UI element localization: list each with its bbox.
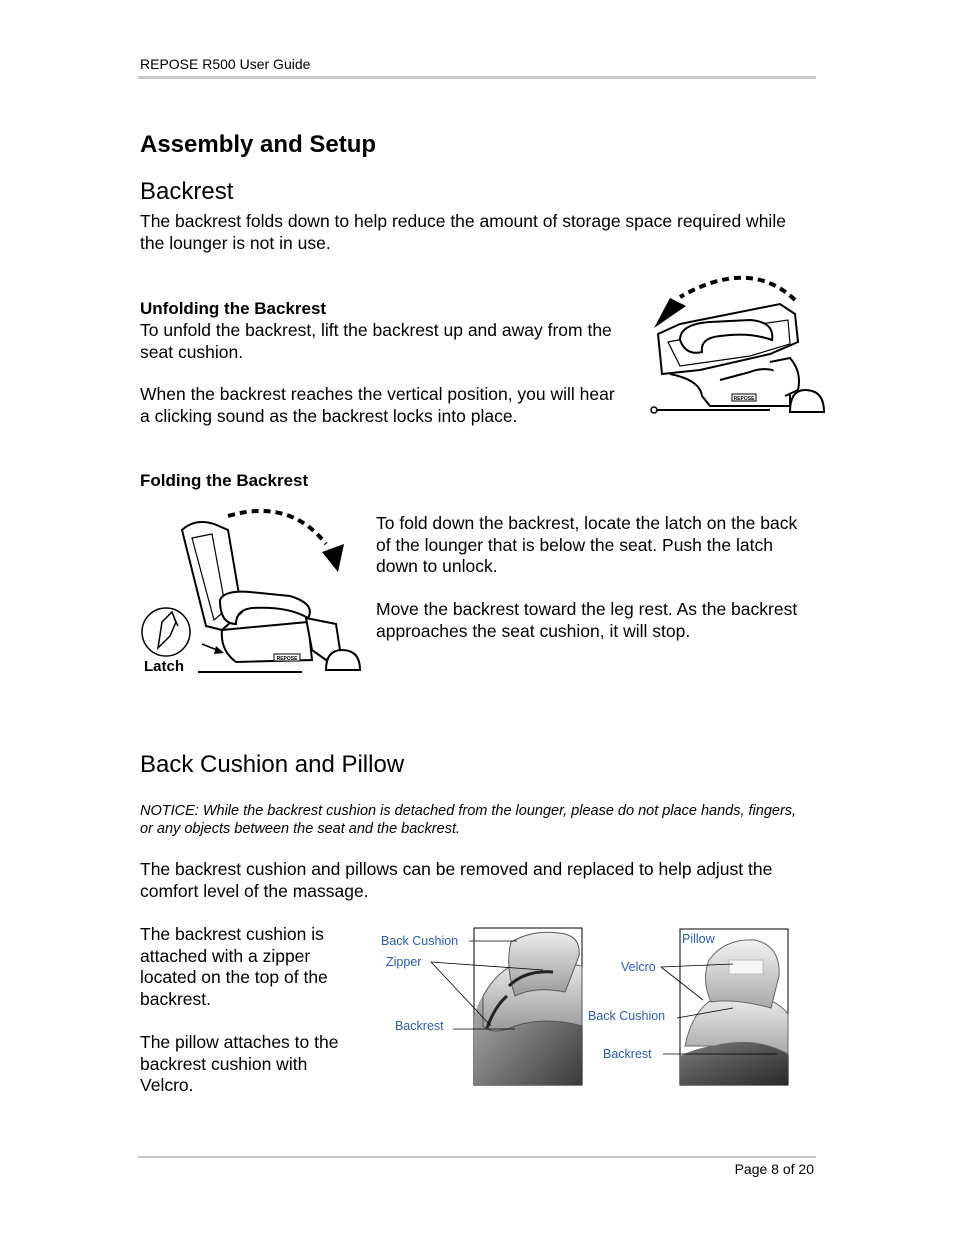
fold-logo: REPOSE: [276, 656, 298, 662]
unfolding-para1: To unfold the backrest, lift the backrest up and away from the seat cushion.: [140, 320, 612, 362]
latch-label: Latch: [144, 658, 185, 675]
cushion-para1: The backrest cushion and pillows can be removed and replaced to help adjust the comfort level of the massage.: [140, 859, 773, 901]
header-title: REPOSE R500 User Guide: [140, 56, 311, 72]
cushion-para3: The pillow attaches to the backrest cushion with Velcro.: [140, 1032, 339, 1095]
unfold-illustration: [640, 262, 830, 420]
photo1-backrest-label: Backrest: [395, 1019, 444, 1033]
photo1-back-cushion-label: Back Cushion: [381, 934, 459, 948]
folding-para1: To fold down the backrest, locate the latch on the back of the lounger that is below the seat. Push the latch down to unlock.: [376, 513, 798, 576]
unfolding-heading: Unfolding the Backrest: [140, 299, 327, 318]
folding-para2: Move the backrest toward the leg rest. As the backrest approaches the seat cushion, it will stop.: [376, 599, 798, 641]
footer-rule: [138, 1156, 816, 1158]
section-title: Assembly and Setup: [140, 131, 377, 158]
notice-text: NOTICE: While the backrest cushion is detached from the lounger, please do not place hands, fingers, or any objects between the seat and the backrest.: [140, 803, 797, 837]
folding-heading: Folding the Backrest: [140, 471, 309, 490]
unfold-logo: REPOSE: [733, 396, 755, 402]
photo2-pillow-label: Pillow: [682, 932, 715, 946]
backrest-heading: Backrest: [140, 178, 234, 205]
cushion-heading: Back Cushion and Pillow: [140, 751, 405, 778]
page-number: Page 8 of 20: [734, 1161, 814, 1177]
cushion-zipper-photo: [375, 926, 587, 1088]
backrest-intro: The backrest folds down to help reduce the amount of storage space required while the lounger is not in use.: [140, 211, 786, 253]
photo2-back-cushion-label: Back Cushion: [588, 1009, 666, 1023]
cushion-para2: The backrest cushion is attached with a zipper located on the top of the backrest.: [140, 924, 328, 1009]
pillow-velcro-photo: [585, 926, 791, 1088]
photo1-zipper-label: Zipper: [386, 955, 422, 969]
photo2-velcro-label: Velcro: [621, 960, 656, 974]
photo2-backrest-label: Backrest: [603, 1047, 652, 1061]
header-rule: [138, 76, 816, 79]
fold-illustration: [140, 500, 362, 680]
unfolding-para2: When the backrest reaches the vertical position, you will hear a clicking sound as the backrest locks into place.: [140, 384, 615, 426]
